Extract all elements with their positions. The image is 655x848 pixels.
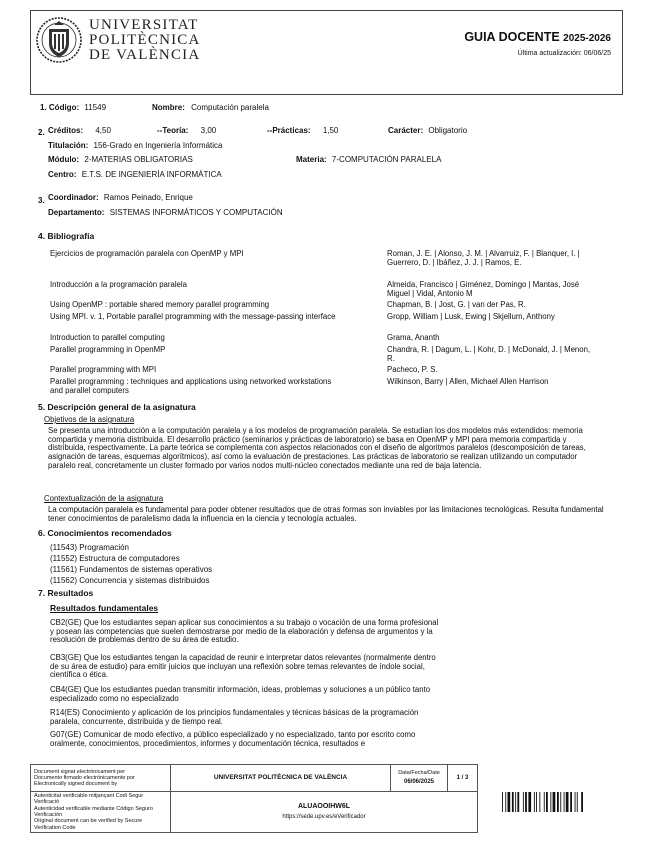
codigo-value: 11549 <box>84 103 107 112</box>
section-1 <box>40 104 106 113</box>
creditos-value: 4,50 <box>95 126 111 135</box>
bib-title: Introduction to parallel computing <box>50 333 165 342</box>
bib-authors: Pacheco, P. S. <box>387 365 438 374</box>
verification-url[interactable]: https://sede.upv.es/eVerificador <box>282 813 366 820</box>
practicas-row <box>267 127 338 136</box>
bib-title: Parallel programming in OpenMP <box>50 345 166 354</box>
bib-authors: Almeida, Francisco | Giménez, Domingo | Mantas, José Miguel | Vidal, Antonio M <box>387 280 580 298</box>
centro-row <box>48 171 222 180</box>
verify-line: Original document can be verified by Secure Verification Code <box>34 818 143 831</box>
resultado-item: CB3(GE) Que los estudiantes tengan la capacidad de reunir e interpretar datos relevantes (normalmente dentro de su área de estudio) para emitir juicios que incluyan una reflexión sobre temas relevantes de índole social, científica o ética. <box>50 653 436 680</box>
bib-title: Using MPI. v. 1, Portable parallel programming with the message-passing interface <box>50 312 336 321</box>
creditos-label: Créditos: <box>48 126 84 135</box>
nombre-row <box>152 104 269 113</box>
university-line-2: POLITÈCNICA <box>89 32 201 48</box>
resultado-item: G07(GE) Comunicar de modo efectivo, a público especializado y no especializado, tanto por escrito como oralmente, conocimientos, procedimientos, informes y documentación técnica, resultados e <box>50 730 416 748</box>
university-name <box>89 18 201 63</box>
materia-row <box>296 156 441 165</box>
creditos-row <box>48 127 111 136</box>
section-4-title: 4. Bibliografía <box>38 231 95 241</box>
centro-label: Centro: <box>48 170 77 179</box>
modulo-value: 2-MATERIAS OBLIGATORIAS <box>84 155 193 164</box>
conocimiento-item: (11552) Estructura de computadores <box>50 554 180 563</box>
barcode-image <box>502 792 610 812</box>
academic-year: 2025-2026 <box>563 33 611 44</box>
coordinador-value: Ramos Peinado, Enrique <box>103 193 193 202</box>
resultado-item: CB2(GE) Que los estudiantes sepan aplicar sus conocimientos a su trabajo o vocación de una forma profesional y posean las competencias que suelen demostrarse por medio de la elaboración y defensa de argumentos y la resolución de problemas dentro de su área de estudio. <box>50 618 439 645</box>
resultado-item: CB4(GE) Que los estudiantes puedan transmitir información, ideas, problemas y soluciones a un público tanto especializado como no especializado <box>50 685 431 703</box>
departamento-value: SISTEMAS INFORMÁTICOS Y COMPUTACIÓN <box>109 208 283 217</box>
bib-authors: Gropp, William | Lusk, Ewing | Skjellum, Anthony <box>387 312 555 321</box>
nombre-value: Computación paralela <box>191 103 269 112</box>
sign-text <box>31 765 171 792</box>
date-value: 06/06/2025 <box>403 779 435 786</box>
section-number: 3. <box>38 196 45 205</box>
university-line-1: UNIVERSITAT <box>89 17 199 33</box>
bib-authors: Grama, Ananth <box>387 333 440 342</box>
bib-title: Ejercicios de programación paralela con OpenMP y MPI <box>50 249 244 258</box>
date-cell <box>391 765 448 792</box>
verification-code: ALUAOOIHW6L <box>297 803 351 811</box>
modulo-row <box>48 156 193 165</box>
caracter-label: Carácter: <box>388 126 424 135</box>
last-update: Última actualización: 06/06/25 <box>517 50 611 57</box>
practicas-label: --Prácticas: <box>267 126 311 135</box>
doc-title-text: GUIA DOCENTE <box>464 30 560 44</box>
practicas-value: 1,50 <box>322 126 339 135</box>
bib-title: Using OpenMP : portable shared memory parallel programming <box>50 300 270 309</box>
caracter-row <box>388 127 467 136</box>
resultado-item: R14(ES) Conocimiento y aplicación de los principios fundamentales y técnicas básicas de la programación paralela, concurrente, distribuida y de tiempo real. <box>50 708 419 726</box>
section-5-title: 5. Descripción general de la asignatura <box>38 402 196 412</box>
doc-title <box>464 30 611 44</box>
upv-logo <box>35 15 83 65</box>
conocimiento-item: (11561) Fundamentos de sistemas operativos <box>50 565 213 574</box>
date-label: Data/Fecha/Date <box>398 769 440 776</box>
sign-line: Documento firmado electrónicamente por <box>34 774 135 781</box>
materia-value: 7-COMPUTACIÓN PARALELA <box>331 155 442 164</box>
conocimiento-item: (11543) Programación <box>50 543 130 552</box>
section-7-title: 7. Resultados <box>38 588 94 598</box>
bib-title: Introducción a la programación paralela <box>50 280 187 289</box>
bib-authors: Chandra, R. | Dagum, L. | Kohr, D. | McDonald, J. | Menon, R. <box>387 345 591 363</box>
coordinador-row <box>48 194 193 203</box>
verification-code-cell <box>171 792 478 833</box>
nombre-label: Nombre: <box>152 103 185 112</box>
contexto-heading: Contextualización de la asignatura <box>44 494 164 503</box>
document-header <box>30 10 623 95</box>
bib-authors: Chapman, B. | Jost, G. | van der Pas, R. <box>387 300 526 309</box>
teoria-value: 3,00 <box>200 126 217 135</box>
titulacion-row <box>48 142 223 151</box>
departamento-label: Departamento: <box>48 208 105 217</box>
sign-line: Electronically signed document by <box>34 781 118 788</box>
materia-label: Materia: <box>296 155 327 164</box>
verify-line: Autenticidad verificable mediante Código Seguro Verificación <box>34 805 153 818</box>
centro-value: E.T.S. DE INGENIERÍA INFORMÁTICA <box>81 170 222 179</box>
titulacion-label: Titulación: <box>48 141 89 150</box>
teoria-label: --Teoría: <box>157 126 189 135</box>
objetivos-text: Se presenta una introducción a la computación paralela y a los modelos de programación paralela. Se estudian los dos modelos más extendidos: memoria compartida y memoria distribuida. El desarrollo práctico (seminarios y prácticas de laboratorio) se basa en OpenMP y MPI para memoria compartida y distribuida, respectivamente. La parte teórica se complementa con aspectos relacionados con el diseño de algoritmos paralelos (descomposición de tareas, asignación de tareas, esquemas algorítmicos), así como la evaluación de prestaciones. Las prácticas de laboratorio se realizan utilizando un computador paralelo real, concretamente un cluster formado por varios nodos multi-núcleo conectados mediante una red de baja latencia. <box>48 426 586 470</box>
sign-line: Document signat electrònicament per <box>34 768 126 775</box>
departamento-row <box>48 209 283 218</box>
bib-authors: Roman, J. E. | Alonso, J. M. | Alvarruiz, F. | Blanquer, I. | Guerrero, D. | Ibáñez, J. J. | Ramos, E. <box>387 249 580 267</box>
section-number: 2. <box>38 128 45 137</box>
titulacion-value: 156-Grado en Ingeniería Informática <box>93 141 223 150</box>
modulo-label: Módulo: <box>48 155 80 164</box>
bib-title: Parallel programming : techniques and applications using networked workstations and parallel computers <box>50 377 332 395</box>
section-6-title: 6. Conocimientos recomendados <box>38 528 172 538</box>
verify-text <box>31 792 171 833</box>
conocimiento-item: (11562) Concurrencia y sistemas distribuidos <box>50 576 210 585</box>
verify-line: Autenticitat verificable mitjançant Codi Segur Verificació <box>34 793 144 806</box>
page-number: 1 / 3 <box>448 765 478 792</box>
objetivos-heading: Objetivos de la asignatura <box>44 415 135 424</box>
codigo-label: Código: <box>48 103 80 112</box>
caracter-value: Obligatorio <box>428 126 468 135</box>
contexto-text: La computación paralela es fundamental para poder obtener resultados que de otras formas son inviables por las limitaciones tecnológicas. Resulta fundamental tener conocimientos de paralelismo dada la influencia en la ciencia y tecnología actuales. <box>48 505 604 523</box>
bib-title: Parallel programming with MPI <box>50 365 157 374</box>
section-number: 1. <box>40 103 47 112</box>
university-line-3: DE VALÈNCIA <box>89 47 201 63</box>
signer: UNIVERSITAT POLITÈCNICA DE VALÈNCIA <box>171 765 391 792</box>
coordinador-label: Coordinador: <box>48 193 99 202</box>
bib-authors: Wilkinson, Barry | Allen, Michael Allen Harrison <box>387 377 549 386</box>
resultados-heading: Resultados fundamentales <box>50 603 159 613</box>
teoria-row <box>157 127 216 136</box>
